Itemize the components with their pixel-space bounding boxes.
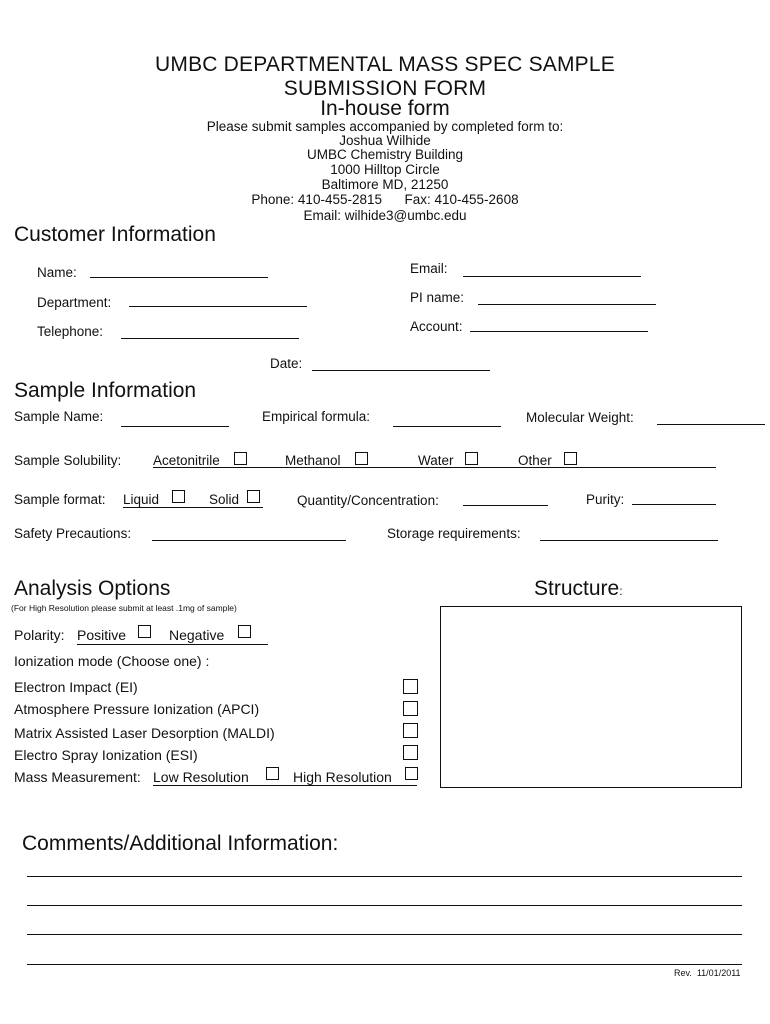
negative-checkbox[interactable] [238,625,251,638]
solubility-label: Sample Solubility: [14,453,122,468]
empirical-formula-label: Empirical formula: [262,409,371,424]
solvent-water-label: Water [418,453,454,468]
city-address: Baltimore MD, 21250 [321,177,449,192]
acetonitrile-checkbox[interactable] [234,452,247,465]
mode-esi-label: Electro Spray Ionization (ESI) [14,747,198,763]
mass-measurement-label: Mass Measurement: [14,769,141,785]
quantity-label: Quantity/Concentration: [297,493,439,508]
form-subtitle: In-house form [320,97,450,120]
pi-name-field[interactable] [478,304,656,305]
analysis-options-heading: Analysis Options [14,577,171,600]
low-resolution-checkbox[interactable] [266,767,279,780]
department-label: Department: [37,295,112,310]
polarity-negative-label: Negative [169,627,225,643]
email-field[interactable] [463,276,641,277]
instruction-text: Please submit samples accompanied by completed form to: [206,119,564,134]
name-label: Name: [37,265,77,280]
mode-maldi-label: Matrix Assisted Laser Desorption (MALDI) [14,725,275,741]
polarity-positive-label: Positive [77,627,127,643]
solvent-acetonitrile-label: Acetonitrile [153,453,220,468]
mode-ei-label: Electron Impact (EI) [14,679,138,695]
purity-field[interactable] [632,504,716,505]
solvent-methanol-label: Methanol [285,453,341,468]
other-checkbox[interactable] [564,452,577,465]
account-field[interactable] [470,331,648,332]
storage-label: Storage requirements: [387,526,521,541]
customer-info-heading: Customer Information [14,223,216,246]
molecular-weight-field[interactable] [657,424,765,425]
purity-label: Purity: [586,492,625,507]
format-underline [123,507,263,508]
telephone-field[interactable] [121,338,299,339]
maldi-checkbox[interactable] [403,723,418,738]
high-res-note: (For High Resolution please submit at least .1mg of sample) [11,603,237,613]
date-field[interactable] [312,370,490,371]
format-liquid-label: Liquid [123,492,160,507]
department-field[interactable] [129,306,307,307]
contact-email: Email: wilhide3@umbc.edu [303,208,467,223]
phone-fax: Phone: 410-455-2815 Fax: 410-455-2608 [251,192,519,207]
comment-line-3[interactable] [27,934,742,935]
sample-format-label: Sample format: [14,492,106,507]
ionization-mode-label: Ionization mode (Choose one) : [14,653,210,669]
pi-name-label: PI name: [410,290,465,305]
methanol-checkbox[interactable] [355,452,368,465]
safety-field[interactable] [152,540,346,541]
sample-info-heading: Sample Information [14,379,197,402]
comments-heading: Comments/Additional Information: [22,832,339,855]
water-checkbox[interactable] [465,452,478,465]
polarity-underline [77,644,268,645]
contact-name: Joshua Wilhide [339,133,431,148]
comment-line-4[interactable] [27,964,742,965]
low-resolution-label: Low Resolution [153,769,249,785]
molecular-weight-label: Molecular Weight: [526,410,634,425]
quantity-field[interactable] [463,505,548,506]
sample-name-label: Sample Name: [14,409,104,424]
sample-name-field[interactable] [121,426,229,427]
positive-checkbox[interactable] [138,625,151,638]
form-title-line1: UMBC DEPARTMENTAL MASS SPEC SAMPLE [155,53,615,76]
empirical-formula-field[interactable] [393,426,501,427]
polarity-label: Polarity: [14,627,65,643]
apci-checkbox[interactable] [403,701,418,716]
high-resolution-label: High Resolution [293,769,392,785]
telephone-label: Telephone: [37,324,104,339]
date-label: Date: [270,356,303,371]
safety-label: Safety Precautions: [14,526,132,541]
solid-checkbox[interactable] [247,490,260,503]
liquid-checkbox[interactable] [172,490,185,503]
ei-checkbox[interactable] [403,679,418,694]
structure-colon: : [619,584,623,598]
esi-checkbox[interactable] [403,745,418,760]
mode-apci-label: Atmosphere Pressure Ionization (APCI) [14,701,260,717]
building-name: UMBC Chemistry Building [306,147,464,162]
comment-line-1[interactable] [27,876,742,877]
comment-line-2[interactable] [27,905,742,906]
account-label: Account: [410,319,463,334]
format-solid-label: Solid [209,492,240,507]
structure-box[interactable] [440,606,742,788]
solubility-underline [153,467,716,468]
mass-measurement-underline [153,785,417,786]
street-address: 1000 Hilltop Circle [330,162,440,177]
name-field[interactable] [90,277,268,278]
structure-label-text: Structure [534,577,620,600]
email-label: Email: [410,261,448,276]
form-title-line2: SUBMISSION FORM [283,77,487,100]
solvent-other-label: Other [518,453,552,468]
storage-field[interactable] [540,540,718,541]
structure-label [534,577,623,601]
high-resolution-checkbox[interactable] [405,767,418,780]
revision-date: Rev. 11/01/2011 [674,968,741,978]
